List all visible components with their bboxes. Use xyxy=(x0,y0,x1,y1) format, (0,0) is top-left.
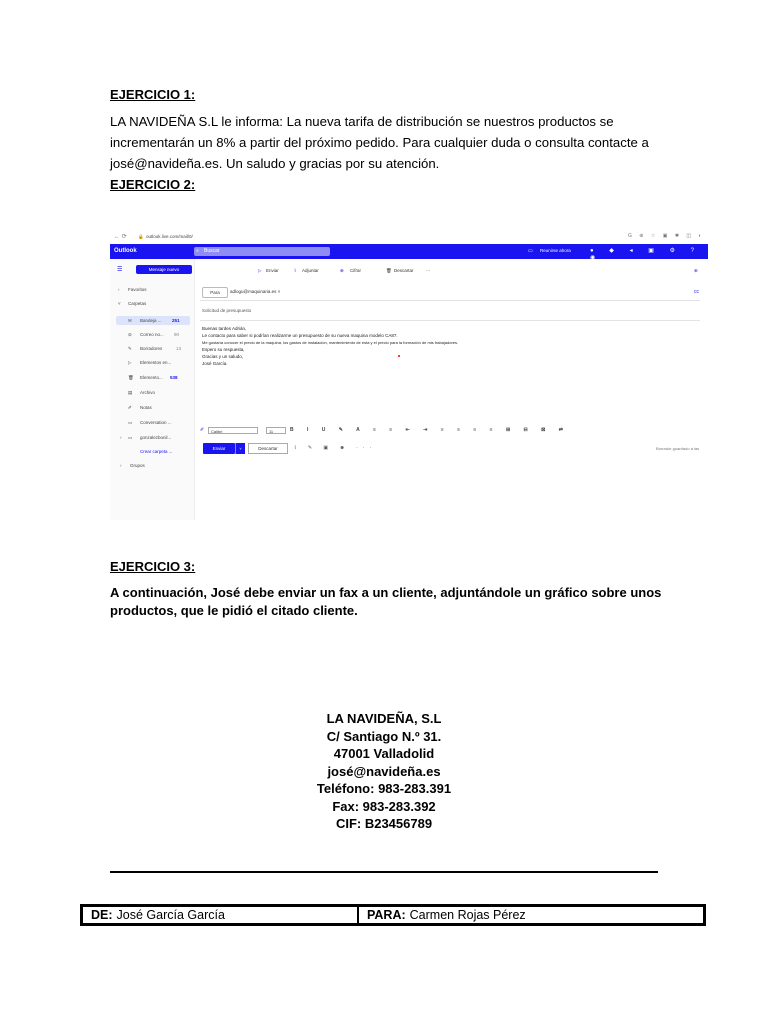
cc-icon[interactable]: cc xyxy=(694,289,699,295)
sidebar-item-junk[interactable]: Correo no... xyxy=(140,332,164,337)
exercise-3-text xyxy=(110,584,710,620)
exercise-2-heading: EJERCICIO 2: xyxy=(110,177,196,192)
sidebar-item-inbox[interactable]: Bandeja ... xyxy=(140,318,162,323)
company-address: C/ Santiago N.º 31. xyxy=(326,728,442,744)
exercise-1-text xyxy=(110,111,710,174)
app-name: Outlook xyxy=(114,248,137,254)
recipient-address: adlogu@maquinaria.es xyxy=(230,289,277,294)
font-name: Calibri xyxy=(211,429,223,434)
inbox-icon: ✉ xyxy=(128,318,132,323)
exercise-1-line: josé@navideña.es. Un saludo y gracias por su atención. xyxy=(110,156,440,171)
divider xyxy=(200,320,700,321)
new-message-label: Mensaje nuevo xyxy=(148,267,180,272)
divider xyxy=(200,300,700,301)
sidebar-item-favorites[interactable]: Favoritos xyxy=(128,287,147,292)
send-button[interactable] xyxy=(203,443,235,454)
from-cell xyxy=(83,907,359,923)
exercise-3-heading: EJERCICIO 3: xyxy=(110,559,196,574)
toolbar-send-button[interactable]: Enviar xyxy=(266,268,279,273)
to-cell xyxy=(359,907,703,923)
sidebar-item-custom-folder[interactable]: gonzalezbonil... xyxy=(140,435,172,440)
font-size: 11 xyxy=(269,429,274,434)
body-line: Le contacto para saber si podrían realizarme un presupuesto de su nueva maquina modelo CA87. xyxy=(202,333,398,338)
video-icon: ▭ xyxy=(528,248,533,254)
folder-icon: ▭ xyxy=(128,420,133,425)
separator-line xyxy=(110,871,658,873)
from-value: José García García xyxy=(116,908,225,922)
archive-icon: ▤ xyxy=(128,390,133,395)
to-button[interactable] xyxy=(202,287,228,298)
exercise-1-line: incrementarán un 8% a partir del próximo pedido. Para cualquier duda o consulta contacte a xyxy=(110,135,649,150)
new-message-button[interactable] xyxy=(136,265,192,274)
toolbar-discard-button[interactable]: Descartar xyxy=(394,268,414,273)
sidebar-item-deleted[interactable]: Elemento... xyxy=(140,375,163,380)
recipient-chip[interactable]: adlogu@maquinaria.es × xyxy=(230,289,281,294)
meet-now-button[interactable]: Reunirse ahora xyxy=(540,248,571,253)
draft-saved-note: Borrador guardado a las xyxy=(656,446,700,451)
company-cif: CIF: B23456789 xyxy=(335,816,433,831)
body-line: Gracias y un saludo, xyxy=(202,354,244,359)
exercise-1-heading: EJERCICIO 1: xyxy=(110,87,196,102)
lock-icon: ⊕ xyxy=(340,268,344,273)
sidebar-item-folders[interactable]: Carpetas xyxy=(128,301,147,306)
folder-icon: ▭ xyxy=(128,435,133,440)
back-arrow-icon: ← ⟳ xyxy=(114,234,127,240)
to-value: Carmen Rojas Pérez xyxy=(409,908,526,922)
company-city: 47001 Valladolid xyxy=(333,746,435,761)
chevron-right-icon: › xyxy=(118,287,120,292)
url-text: outlook.live.com/mail/0/ xyxy=(146,234,193,239)
to-label: Para xyxy=(210,290,220,295)
sidebar-item-history[interactable]: Conversation ... xyxy=(140,420,172,425)
toolbar-encrypt-button[interactable]: Cifrar xyxy=(350,268,361,273)
trash-icon: 🗑 xyxy=(386,268,392,273)
header-icons: ● ◆ ◂ ▣ ⚙ ? ◉ xyxy=(590,248,701,261)
to-label: PARA: xyxy=(367,908,406,922)
subject-field[interactable]: Solicitud de presupuesto xyxy=(202,308,252,313)
sent-icon: ▷ xyxy=(128,360,132,365)
body-line: Me gustaría conocer el precio de la maquina, los gastos de instalación, mantenimiento de esta y el precio para la formación de mis trabajadores. xyxy=(202,340,459,345)
exercise-3-line: productos, que le pidió el citado cliente. xyxy=(110,603,358,618)
browser-toolbar-icons: G ⊕ ☆ ▣ ✱ ◫ ◐ xyxy=(628,233,705,239)
chevron-right-icon: › xyxy=(120,463,122,468)
menu-icon[interactable]: ☰ xyxy=(117,267,123,273)
fax-header-table xyxy=(80,904,706,926)
drafts-icon: ✎ xyxy=(128,346,132,351)
sidebar-item-notes[interactable]: Notas xyxy=(140,405,152,410)
company-name: LA NAVIDEÑA, S.L xyxy=(326,711,442,726)
trash-icon: 🗑 xyxy=(128,375,134,380)
exercise-3-line: A continuación, José debe enviar un fax a un cliente, adjuntándole un gráfico sobre unos xyxy=(110,585,662,600)
notes-icon: ✐ xyxy=(128,405,132,410)
sidebar-item-archive[interactable]: Archivo xyxy=(140,390,156,395)
sidebar-item-drafts[interactable]: Borradores xyxy=(140,346,163,351)
attach-image-emoji-icons[interactable]: ⌇ ✎ ▣ ☻ ··· xyxy=(294,445,377,451)
create-folder-link[interactable]: Crear carpeta ... xyxy=(140,449,173,454)
paperclip-icon: ⌇ xyxy=(294,268,297,273)
zoom-icon[interactable]: ⊕ xyxy=(694,268,698,273)
search-input[interactable] xyxy=(194,247,330,256)
outlook-header xyxy=(110,244,708,259)
sidebar-item-sent[interactable]: Elementos en... xyxy=(140,360,172,365)
lock-icon: 🔒 xyxy=(138,234,144,239)
from-label: DE: xyxy=(91,908,113,922)
font-select[interactable] xyxy=(208,427,258,434)
company-phone: Teléfono: 983-283.391 xyxy=(316,781,452,796)
company-fax: Fax: 983-283.392 xyxy=(332,798,436,814)
folder-sidebar xyxy=(110,259,195,520)
junk-count: 90 xyxy=(174,332,180,337)
send-options-chevron-icon[interactable]: ˅ xyxy=(235,443,245,454)
discard-button[interactable] xyxy=(248,443,288,454)
compose-toolbar xyxy=(194,259,708,283)
font-size-select[interactable] xyxy=(266,427,286,434)
exercise-1-line: LA NAVIDEÑA S.L le informa: La nueva tarifa de distribución se nuestros productos se xyxy=(110,114,614,129)
outlook-screenshot xyxy=(110,230,708,520)
body-line: Buenas tardes Adrián, xyxy=(202,326,247,331)
toolbar-attach-button[interactable]: Adjuntar xyxy=(302,268,319,273)
inbox-count: 251 xyxy=(172,318,180,323)
discard-button-label: Descartar xyxy=(258,446,278,451)
junk-icon: ⊘ xyxy=(128,332,132,337)
chevron-down-icon: ˅ xyxy=(118,301,121,306)
search-icon: ⌕ xyxy=(196,248,199,254)
drafts-count: 13 xyxy=(176,346,182,351)
sidebar-item-groups[interactable]: Grupos xyxy=(130,463,145,468)
cursor-dot xyxy=(398,355,400,357)
company-email: josé@navideña.es xyxy=(327,763,441,779)
send-icon: ▷ xyxy=(258,268,262,273)
chevron-right-icon: › xyxy=(120,435,122,440)
paint-brush-icon[interactable]: ✐ xyxy=(200,427,205,433)
send-button-label: Enviar xyxy=(212,446,226,451)
body-line: José García. xyxy=(202,361,228,366)
fax-letterhead xyxy=(200,710,568,833)
format-icons[interactable]: B I U ✎ A ≡ ≡ ⇤ ⇥ ≡ ≡ ≡ ≡ ⊞ ⊟ ⊠ ⇄ xyxy=(290,427,569,433)
body-line: Espero su respuesta, xyxy=(202,347,245,352)
deleted-count: 538 xyxy=(170,375,178,380)
browser-address-bar xyxy=(110,230,708,245)
search-placeholder: Buscar xyxy=(204,248,220,254)
toolbar-more-button[interactable]: ··· xyxy=(426,268,431,273)
